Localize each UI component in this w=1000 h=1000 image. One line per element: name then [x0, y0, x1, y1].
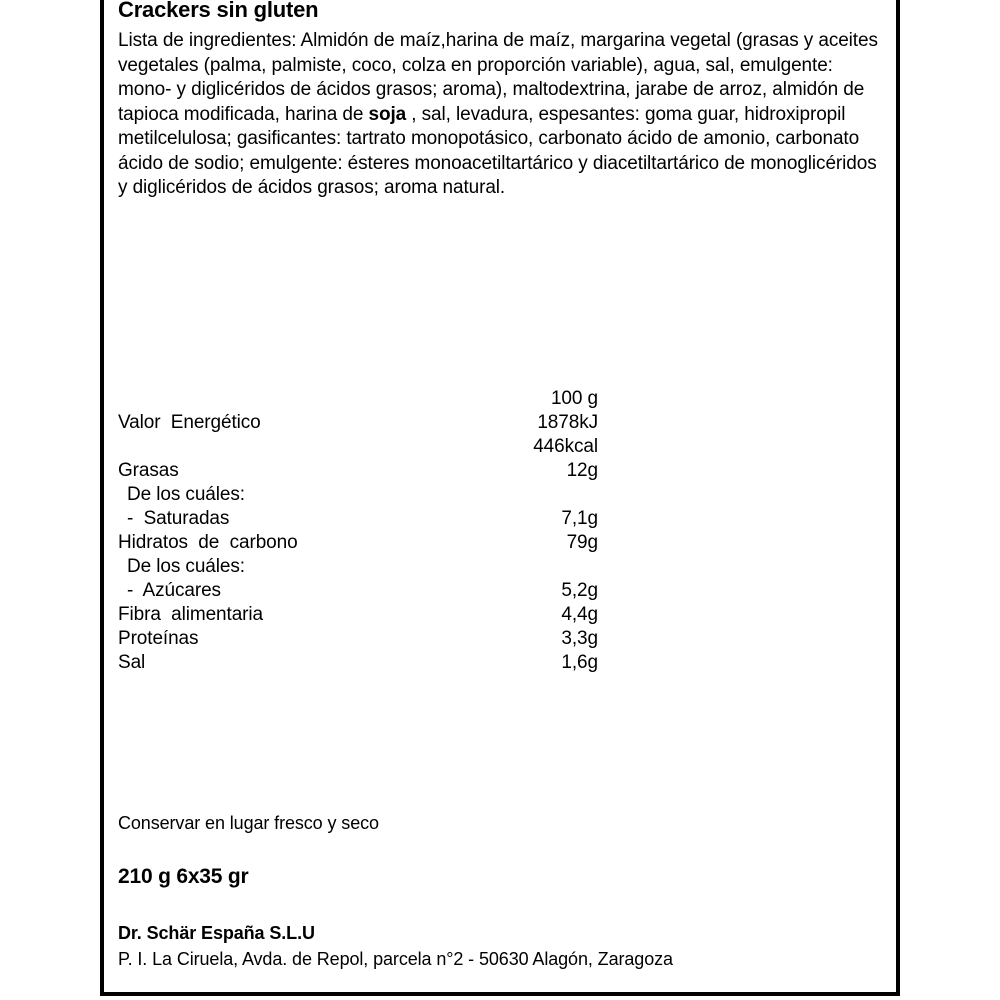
nutrition-label: De los cuáles:	[127, 484, 245, 505]
table-row	[118, 628, 598, 652]
table-row	[118, 412, 598, 436]
table-row-header	[118, 388, 598, 412]
nutrition-label: Hidratos de carbono	[118, 532, 298, 553]
nutrition-label: De los cuáles:	[127, 556, 245, 577]
nutrition-value: 3,3g	[561, 628, 598, 649]
ingredients-text-prefix: Lista de ingredientes: Almidón de maíz,harina de maíz, margarina vegetal (grasas y aceites vegetales (palma, palmiste, coco, colza en proporción variable), agua, sal, emulgente: mono- y diglicéridos de ácidos grasos; aroma), maltodextrina, jarabe de arroz, almidón de tapioca modificada, harina de	[118, 30, 878, 125]
ingredients-list	[118, 29, 883, 201]
nutrition-value: 4,4g	[561, 604, 598, 625]
manufacturer-address: P. I. La Ciruela, Avda. de Repol, parcela n°2 - 50630 Alagón, Zaragoza	[118, 949, 673, 969]
table-row	[118, 436, 598, 460]
nutrition-column-header: 100 g	[550, 388, 598, 409]
nutrition-value: 5,2g	[561, 580, 598, 601]
nutrition-value: 7,1g	[561, 508, 598, 529]
table-row	[118, 460, 598, 484]
table-row	[118, 508, 598, 532]
table-row	[118, 652, 598, 676]
nutrition-label: Proteínas	[118, 628, 199, 649]
nutrition-value: 12g	[566, 460, 598, 481]
nutrition-label: - Azúcares	[127, 580, 221, 601]
table-row	[118, 556, 598, 580]
ingredients-allergen-soja: soja	[368, 103, 407, 125]
nutrition-label: Valor Energético	[118, 412, 261, 433]
nutrition-table	[118, 388, 598, 676]
table-row	[118, 484, 598, 508]
nutrition-label: - Saturadas	[127, 508, 230, 529]
nutrition-label: Fibra alimentaria	[118, 604, 263, 625]
nutrition-value: 1,6g	[561, 652, 598, 673]
label-content	[104, 0, 896, 992]
storage-instructions: Conservar en lugar fresco y seco	[118, 813, 379, 833]
table-row	[118, 580, 598, 604]
nutrition-label: Sal	[118, 652, 146, 673]
ingredients-text-suffix: , sal, levadura, espesantes: goma guar, hidroxipropil metilcelulosa; gasificantes: tartrato monopotásico, carbonato ácido de amonio, carbonato ácido de sodio; emulgente: ésteres monoacetiltartárico y diacetiltartárico de monoglicéridos y diglicéridos de ácidos grasos; aroma natural.	[118, 103, 877, 198]
nutrition-value: 1878kJ	[537, 412, 598, 433]
table-row	[118, 604, 598, 628]
nutrition-label: Grasas	[118, 460, 179, 481]
table-row	[118, 532, 598, 556]
nutrition-value: 446kcal	[533, 436, 598, 457]
manufacturer-name: Dr. Schär España S.L.U	[118, 923, 315, 943]
page-title: Crackers sin gluten	[118, 0, 319, 22]
net-weight: 210 g 6x35 gr	[118, 865, 249, 888]
product-label-panel	[100, 0, 900, 996]
nutrition-value: 79g	[566, 532, 598, 553]
